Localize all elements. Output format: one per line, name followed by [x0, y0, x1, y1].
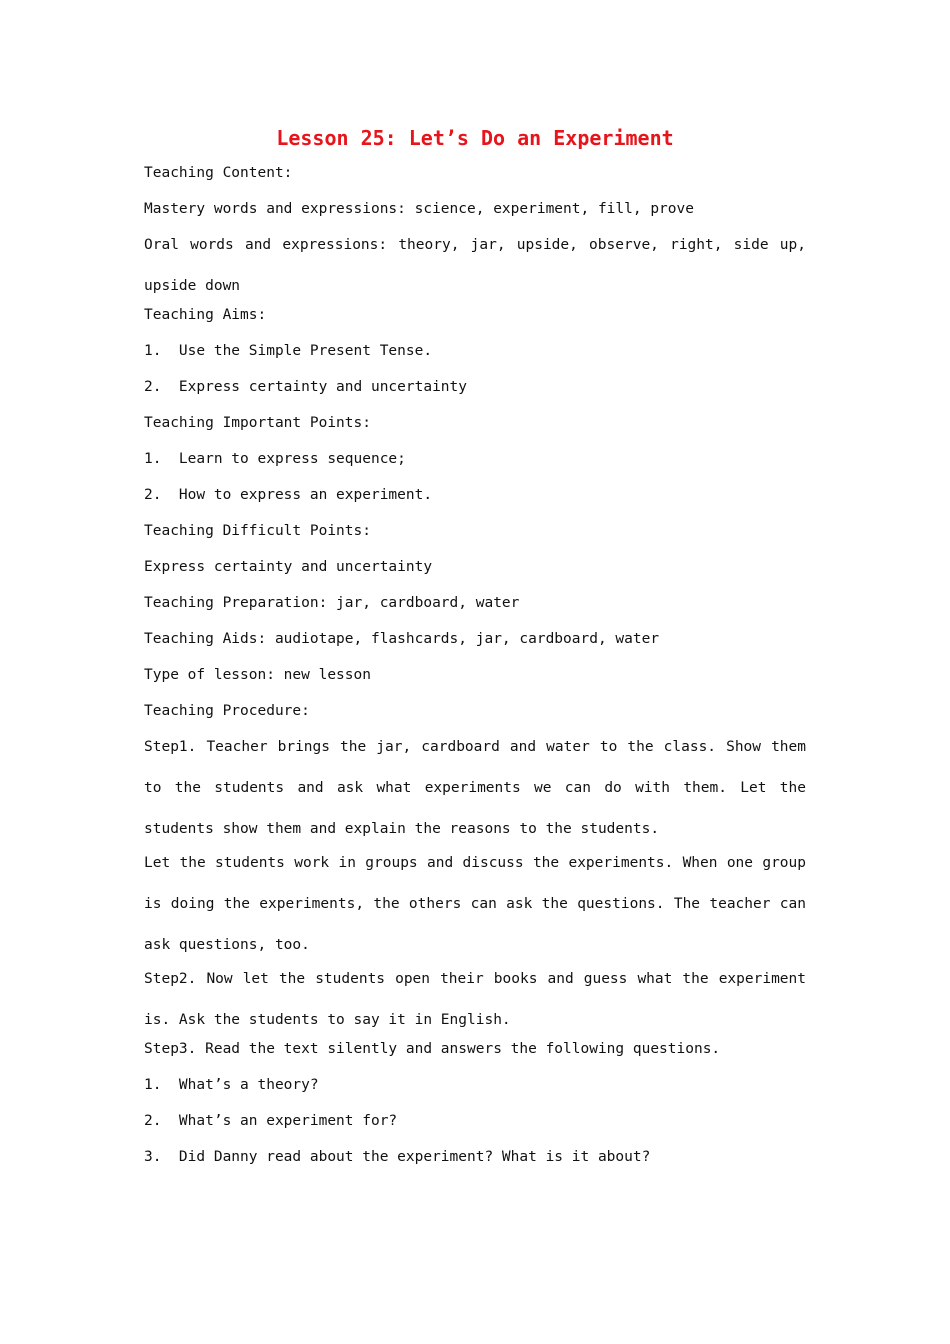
- step2-paragraph: Step2. Now let the students open their books and guess what the experiment is. Ask the students to say it in English.: [144, 971, 806, 1028]
- question-item: 2. What’s an experiment for?: [144, 1113, 398, 1129]
- lesson-body: [144, 160, 806, 1180]
- lesson-type-line: Type of lesson: new lesson: [144, 667, 371, 683]
- question-item: 1. What’s a theory?: [144, 1077, 319, 1093]
- aim-item: 2. Express certainty and uncertainty: [144, 379, 468, 395]
- important-points-heading: Teaching Important Points:: [144, 415, 371, 431]
- aids-line: Teaching Aids: audiotape, flashcards, jar, cardboard, water: [144, 631, 660, 647]
- important-point-item: 1. Learn to express sequence;: [144, 451, 406, 467]
- step1-group-paragraph: Let the students work in groups and discuss the experiments. When one group is doing the experiments, the others can ask the questions. The teacher can ask questions, too.: [144, 855, 806, 953]
- procedure-heading: Teaching Procedure:: [144, 703, 310, 719]
- difficult-points-heading: Teaching Difficult Points:: [144, 523, 371, 539]
- step1-paragraph: Step1. Teacher brings the jar, cardboard and water to the class. Show them to the students and ask what experiments we can do with them. Let the students show them and explain the reasons to the students.: [144, 739, 806, 837]
- teaching-content-heading: Teaching Content:: [144, 165, 293, 181]
- teaching-aims-heading: Teaching Aims:: [144, 307, 267, 323]
- lesson-title: Lesson 25: Let’s Do an Experiment: [276, 126, 674, 150]
- mastery-words-line: Mastery words and expressions: science, experiment, fill, prove: [144, 201, 694, 217]
- question-item: 3. Did Danny read about the experiment? What is it about?: [144, 1149, 651, 1165]
- step3-line: Step3. Read the text silently and answers the following questions.: [144, 1041, 721, 1057]
- preparation-line: Teaching Preparation: jar, cardboard, water: [144, 595, 520, 611]
- important-point-item: 2. How to express an experiment.: [144, 487, 433, 503]
- oral-words-paragraph: Oral words and expressions: theory, jar, upside, observe, right, side up, upside down: [144, 237, 806, 294]
- aim-item: 1. Use the Simple Present Tense.: [144, 343, 433, 359]
- difficult-point-item: Express certainty and uncertainty: [144, 559, 433, 575]
